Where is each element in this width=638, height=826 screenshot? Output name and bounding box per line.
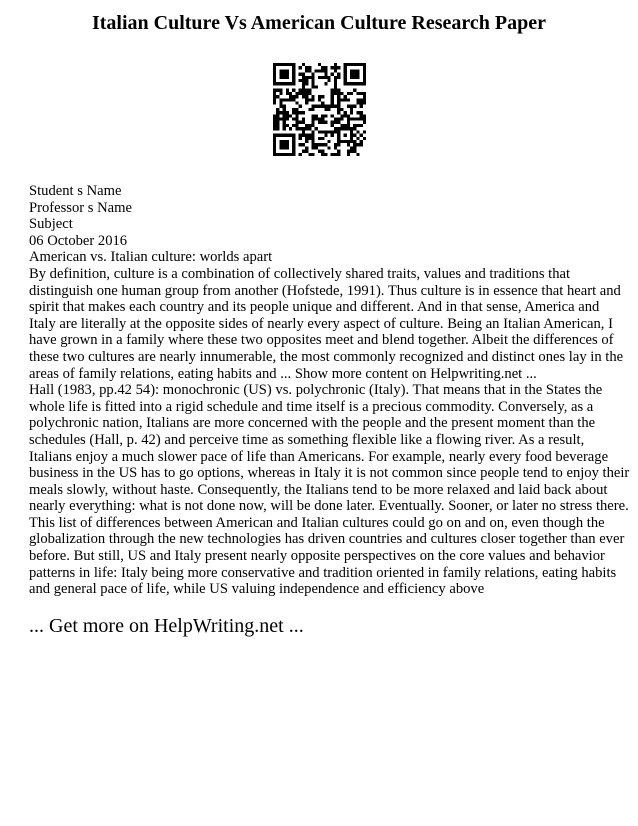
essay-heading: American vs. Italian culture: worlds apart	[29, 249, 273, 266]
essay-line: whole life is fitted into a rigid schedule and time itself is a precious commodity. Conversely, as a	[29, 398, 594, 415]
essay-line: have grown in a family where these two opposites meet and blend together. Albeit the differences of	[29, 332, 614, 349]
essay-line: distinguish one human group from another (Hofstede, 1991). Thus culture is in essence that heart and	[29, 282, 621, 299]
essay-line: nearly everything: what is not done now, will be done later. Eventually. Sooner, or later no stress there.	[29, 498, 629, 515]
essay-line: Italians enjoy a much slower pace of life than Americans. For example, nearly every food beverage	[29, 448, 609, 465]
essay-line: business in the US has to go options, whereas in Italy it is not common since people tend to enjoy their	[29, 465, 630, 482]
essay-paragraph	[29, 265, 630, 598]
page-title: Italian Culture Vs American Culture Research Paper	[91, 12, 547, 34]
essay-line: Italy are literally at the opposite sides of nearly every aspect of culture. Being an Italian American, I	[29, 315, 613, 332]
essay-line: schedules (Hall, p. 42) and perceive time as something flexible like a flowing river. As a result,	[29, 431, 585, 448]
subject-line: Subject	[29, 216, 73, 233]
essay-line: and general pace of life, while US valuing independence and efficiency above	[29, 581, 485, 598]
document-body	[29, 183, 630, 598]
qr-code-graphic	[273, 63, 366, 156]
essay-line: these two cultures are nearly innumerable, the most commonly recognized and distinct ones lay in the	[29, 348, 624, 365]
essay-line: polychronic nation, Italians are more concerned with the people and the present moment than the	[29, 415, 596, 432]
essay-line: areas of family relations, eating habits and ... Show more content on Helpwriting.net ...	[29, 365, 537, 382]
essay-line: before. But still, US and Italy present nearly opposite perspectives on the core values and behavior	[29, 548, 605, 565]
essay-line: By definition, culture is a combination of collectively shared traits, values and traditions that	[29, 265, 571, 282]
qr-code-icon	[273, 63, 366, 156]
get-more-link[interactable]: ... Get more on HelpWriting.net ...	[29, 615, 304, 637]
essay-line: spirit that makes each country and its people unique and different. And in that sense, America and	[29, 299, 600, 316]
essay-line: patterns in life: Italy being more conservative and tradition oriented in family relations, eating habits	[29, 564, 617, 581]
essay-line: Hall (1983, pp.42 54): monochronic (US) vs. polychronic (Italy). That means that in the States the	[29, 382, 603, 399]
professor-name-line: Professor s Name	[29, 199, 132, 216]
student-name-line: Student s Name	[29, 183, 122, 199]
essay-line: This list of differences between American and Italian cultures could go on and on, even though the	[29, 514, 605, 531]
date-line: 06 October 2016	[29, 232, 128, 249]
essay-line: globalization through the new technologies has driven countries and cultures closer together than ever	[29, 531, 625, 548]
essay-line: meals slowly, without haste. Consequently, the Italians tend to be more relaxed and laid back about	[29, 481, 608, 498]
